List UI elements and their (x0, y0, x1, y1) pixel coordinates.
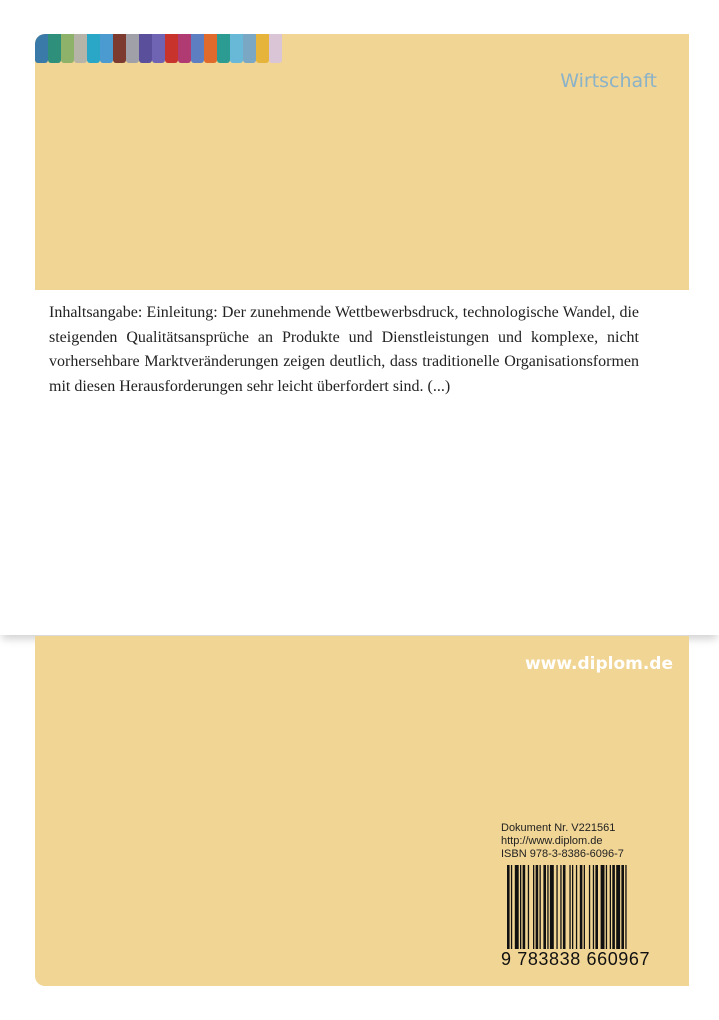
barcode-bar (523, 865, 526, 953)
color-stripe (74, 34, 87, 63)
document-url: http://www.diplom.de (501, 835, 603, 847)
barcode-bar (595, 865, 598, 953)
barcode-bar (533, 865, 534, 953)
barcode-bar (511, 865, 512, 953)
document-info (501, 822, 672, 861)
barcode-bar (547, 865, 548, 953)
barcode-bar (593, 865, 594, 953)
barcode-bar (584, 865, 585, 953)
color-stripe (48, 34, 61, 63)
barcode-bar (572, 865, 573, 953)
barcode-bar (606, 865, 607, 953)
barcode-bar (540, 865, 541, 953)
color-stripe (100, 34, 113, 63)
barcode-bar (543, 865, 546, 953)
barcode-bar (556, 865, 557, 953)
barcode-bar (601, 865, 605, 953)
barcode-bar (515, 865, 519, 953)
barcode-bar (550, 865, 554, 953)
color-stripe (113, 34, 126, 63)
barcode-bar (528, 865, 529, 953)
color-stripe (126, 34, 139, 63)
barcode-bar (563, 865, 566, 953)
color-stripe (61, 34, 74, 63)
color-stripe (87, 34, 100, 63)
barcode-bar (560, 865, 561, 953)
cover-bottom-panel (35, 636, 689, 986)
isbn: ISBN 978-3-8386-6096-7 (501, 848, 624, 860)
barcode-bar (612, 865, 615, 953)
color-stripes (35, 34, 282, 63)
color-stripe (178, 34, 191, 63)
book-blurb: Inhaltsangabe: Einleitung: Der zunehmende Wettbewerbsdruck, technologische Wandel, die steigenden Qualitätsansprüche an Produkte und Dienstleistungen und komplexe, nicht vorhersehbare Marktveränderungen zeigen deutlich, dass traditionelle Organisationsformen mit diesen Herausforderungen sehr leicht überfordert sind. (...) (49, 304, 639, 395)
barcode-block (501, 822, 672, 967)
barcode-bar (507, 865, 510, 953)
barcode-bar (625, 865, 626, 953)
barcode-bar (569, 865, 570, 953)
color-stripe (230, 34, 243, 63)
color-stripe (139, 34, 152, 63)
barcode-bar (616, 865, 620, 953)
barcode-bar (576, 865, 577, 953)
color-stripe (165, 34, 178, 63)
cover-top-panel (35, 34, 689, 290)
color-stripe (217, 34, 230, 63)
barcode-bar (580, 865, 583, 953)
barcode-bar (589, 865, 590, 953)
barcode-bar (536, 865, 539, 953)
category-label: Wirtschaft (560, 70, 657, 92)
color-stripe (243, 34, 256, 63)
barcode (501, 865, 672, 953)
barcode-bar (621, 865, 624, 953)
color-stripe (204, 34, 217, 63)
barcode-digits: 9 783838 660967 (501, 949, 651, 969)
barcode-bar (610, 865, 611, 953)
color-stripe (269, 34, 282, 63)
publisher-website[interactable]: www.diplom.de (524, 654, 673, 674)
barcode-bar (520, 865, 521, 953)
color-stripe (35, 34, 48, 63)
color-stripe (152, 34, 165, 63)
document-number: Dokument Nr. V221561 (501, 822, 616, 834)
color-stripe (256, 34, 269, 63)
color-stripe (191, 34, 204, 63)
